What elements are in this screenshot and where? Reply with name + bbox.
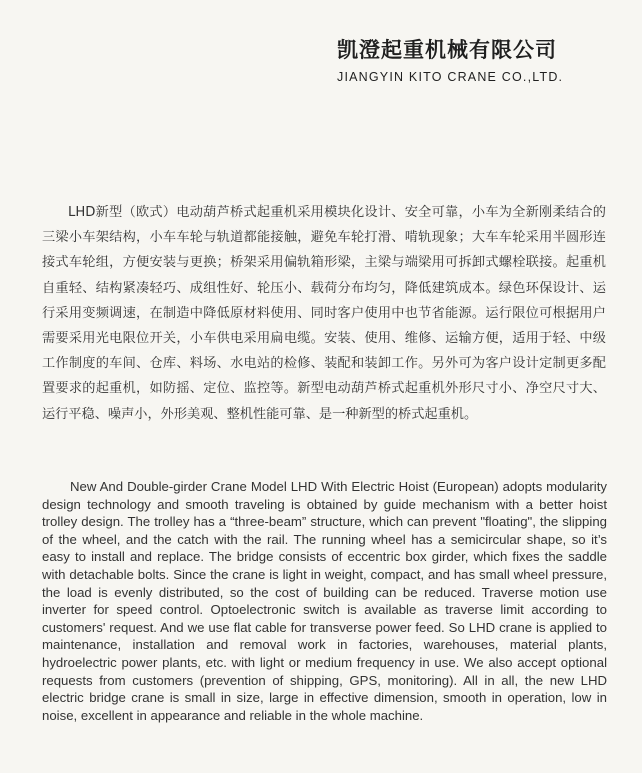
company-name-english: JIANGYIN KITO CRANE CO.,LTD. — [337, 70, 564, 84]
company-name-chinese: 凯澄起重机械有限公司 — [337, 38, 557, 62]
description-paragraph-chinese: LHD新型（欧式）电动葫芦桥式起重机采用模块化设计、安全可靠，小车为全新刚柔结合的三梁小车架结构，小车车轮与轨道都能接触，避免车轮打滑、啃轨现象；大车车轮采用半圆形连接式车轮组，方便安装与更换；桥架采用偏轨箱形梁，主梁与端梁用可拆卸式螺栓联接。起重机自重轻、结构紧凑轻巧、成组性好、轮压小、载荷分布均匀，降低建筑成本。绿色环保设计、运行采用变频调速，在制造中降低原材料使用、同时客户使用中也节省能源。运行限位可根据用户需要采用光电限位开关，小车供电采用扁电缆。安装、使用、维修、运输方便，适用于轻、中级工作制度的车间、仓库、料场、水电站的检修、装配和装卸工作。另外可为客户设计定制更多配置要求的起重机，如防摇、定位、监控等。新型电动葫芦桥式起重机外形尺寸小、净空尺寸大、运行平稳、噪声小，外形美观、整机性能可靠、是一种新型的桥式起重机。 — [42, 205, 606, 422]
company-header — [337, 34, 637, 84]
description-paragraph-english: New And Double-girder Crane Model LHD With Electric Hoist (European) adopts modularity design technology and smooth traveling is obtained by guide mechanism with a better hoist trolley design. The trolley has a “three-beam” structure, which can prevent "floating", the slipping of the wheel, and the catch with the rail. The running wheel has a semicircular shape, so it’s easy to install and replace. The bridge consists of eccentric box girder, which fixes the saddle with detachable bolts. Since the crane is light in weight, compact, and has small wheel pressure, the load is evenly distributed, so the cost of building can be reduced. Traverse motion use inverter for speed control. Optoelectronic switch is available as traverse limit according to customers' request. And we use flat cable for transverse power feed. So LHD crane is applied to maintenance, installation and removal work in factories, warehouses, material plants, hydroelectric power plants, etc. with light or medium frequency in use. We also accept optional requests from customers (prevention of shipping, GPS, monitoring). All in all, the new LHD electric bridge crane is small in size, large in effective dimension, smooth in operation, low in noise, excellent in appearance and reliable in the whole machine. — [42, 479, 607, 723]
